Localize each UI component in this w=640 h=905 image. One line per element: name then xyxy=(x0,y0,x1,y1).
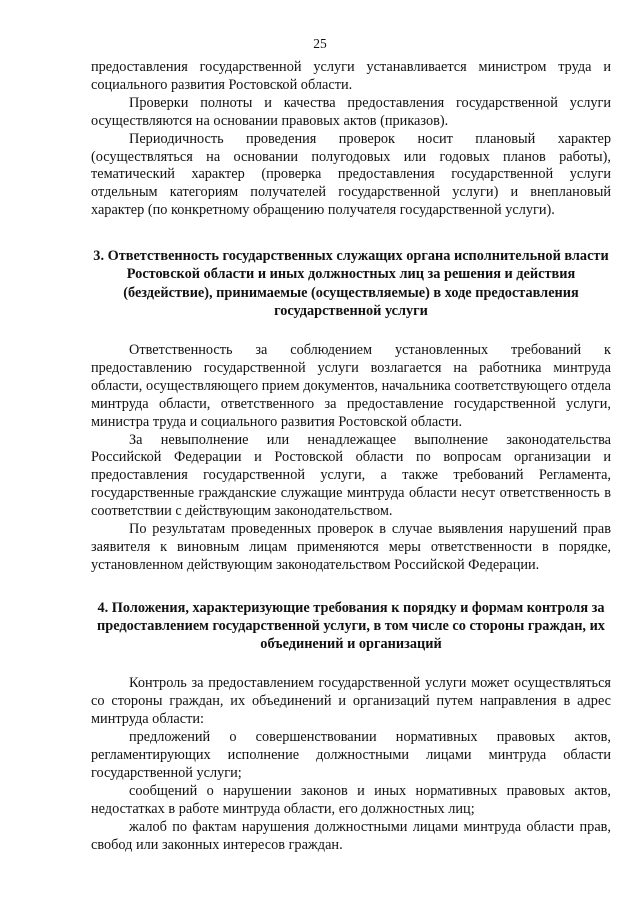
section-heading-3: 3. Ответственность государственных служащих органа исполнительной власти Ростовской области и иных должностных лиц за решения и действия (бездействие), принимаемые (осуществляемые) в ходе предоставления государственной услуги xyxy=(93,248,609,319)
paragraph: предоставления государственной услуги устанавливается министром труда и социального развития Ростовской области. xyxy=(91,59,611,93)
paragraph: Контроль за предоставлением государственной услуги может осуществляться со стороны граждан, их объединений и организаций путем направления в адрес минтруда области: xyxy=(91,675,611,728)
paragraph: За невыполнение или ненадлежащее выполнение законодательства Российской Федерации и Ростовской области по вопросам организации и предоставления государственной услуги, а также требований Регламента, государственные гражданские служащие минтруда области несут ответственность в соответствии с действующим законодательством. xyxy=(91,431,611,520)
paragraph: Ответственность за соблюдением установленных требований к предоставлению государственной услуги возлагается на работника минтруда области, осуществляющего прием документов, начальника соответствующего отдела минтруда области, ответственного за предоставление государственной услуги, министра труда и социального развития Ростовской области. xyxy=(91,341,611,430)
paragraph: сообщений о нарушении законов и иных нормативных правовых актов, недостатках в работе минтруда области, его должностных лиц; xyxy=(91,782,611,817)
paragraph: предложений о совершенствовании нормативных правовых актов, регламентирующих исполнение должностными лицами минтруда области государственной услуги; xyxy=(91,729,611,781)
page-number: 25 xyxy=(313,36,327,51)
paragraph: Проверки полноты и качества предоставления государственной услуги осуществляются на основании правовых актов (приказов). xyxy=(91,94,611,129)
paragraph: По результатам проведенных проверок в случае выявления нарушений прав заявителя к виновным лицам применяются меры ответственности в порядке, установленном действующим законодательством Российской Федерации. xyxy=(91,521,611,573)
paragraph: Периодичность проведения проверок носит плановый характер (осуществляться на основании полугодовых или годовых планов работы), тематический характер (проверка предоставления государственной услуги отдельным категориям получателей государственной услуги) и внеплановый характер (по конкретному обращению получателя государственной услуги). xyxy=(91,130,611,219)
page-content xyxy=(91,59,611,854)
section-heading-4: 4. Положения, характеризующие требования к порядку и формам контроля за предоставлением государственной услуги, в том числе со стороны граждан, их объединений и организаций xyxy=(97,599,605,653)
paragraph: жалоб по фактам нарушения должностными лицами минтруда области прав, свобод или законных интересов граждан. xyxy=(91,818,611,853)
